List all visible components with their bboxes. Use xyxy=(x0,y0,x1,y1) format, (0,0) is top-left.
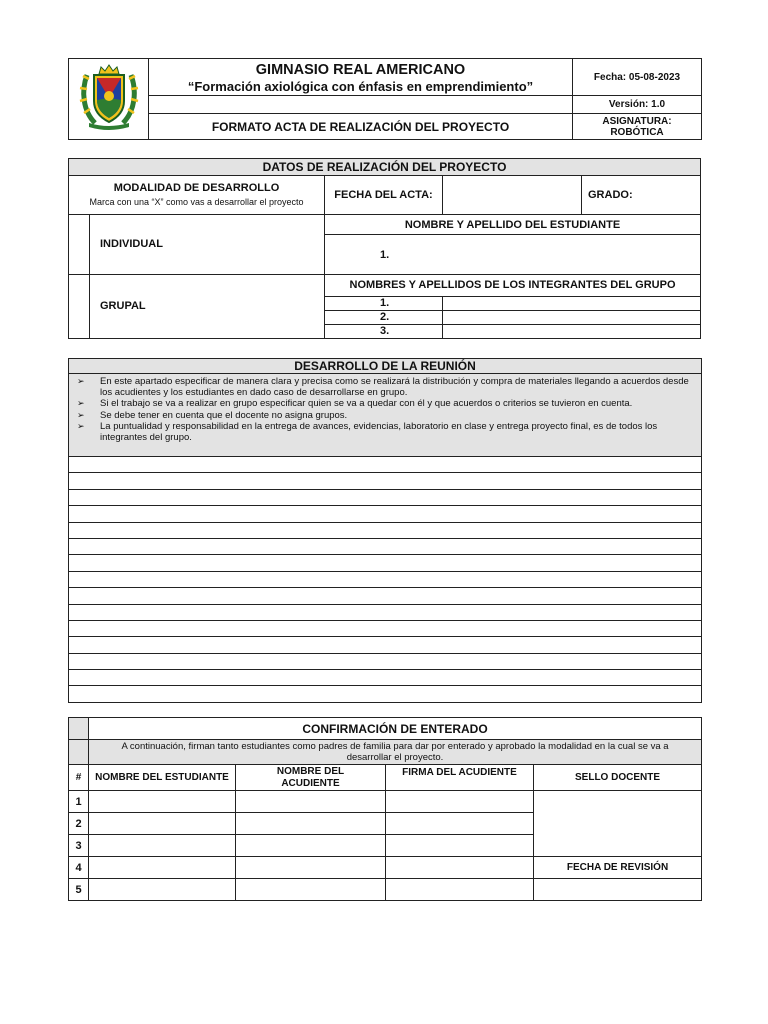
grupal-row-number: 1. xyxy=(325,296,443,310)
writing-line[interactable] xyxy=(69,571,702,587)
estudiante-input[interactable] xyxy=(89,857,236,879)
firma-input[interactable] xyxy=(386,835,534,857)
school-crest-icon xyxy=(79,63,139,131)
writing-line[interactable] xyxy=(69,473,702,489)
school-logo-cell xyxy=(69,59,149,140)
firma-input[interactable] xyxy=(386,857,534,879)
confirmacion-title: CONFIRMACIÓN DE ENTERADO xyxy=(89,718,702,740)
writing-line[interactable] xyxy=(69,555,702,571)
desarrollo-instructions xyxy=(69,374,702,457)
modalidad-label: MODALIDAD DE DESARROLLO xyxy=(113,182,280,195)
firma-input[interactable] xyxy=(386,791,534,813)
instruction-item: ➢ Se debe tener en cuenta que el docente no asigna grupos. xyxy=(75,410,695,421)
school-name: GIMNASIO REAL AMERICANO xyxy=(255,62,466,78)
writing-line[interactable] xyxy=(69,538,702,554)
estudiante-input[interactable] xyxy=(89,813,236,835)
grupal-row-input[interactable] xyxy=(443,296,701,310)
writing-line[interactable] xyxy=(69,506,702,522)
school-name-cell xyxy=(149,59,573,96)
writing-line[interactable] xyxy=(69,620,702,636)
acudiente-input[interactable] xyxy=(236,835,386,857)
col-acudiente-header: NOMBRE DEL ACUDIENTE xyxy=(236,765,386,791)
corner-cell xyxy=(69,740,89,765)
asignatura-cell xyxy=(573,114,702,140)
firma-input[interactable] xyxy=(386,813,534,835)
desarrollo-table xyxy=(68,358,702,703)
writing-line[interactable] xyxy=(69,522,702,538)
fecha-acta-label: FECHA DEL ACTA: xyxy=(325,176,443,215)
modalidad-hint: Marca con una “X” como vas a desarrollar el proyecto xyxy=(89,197,304,208)
grado-label[interactable]: GRADO: xyxy=(582,176,701,215)
grupal-header: NOMBRES Y APELLIDOS DE LOS INTEGRANTES DEL GRUPO xyxy=(325,274,701,296)
grupal-row-number: 3. xyxy=(325,324,443,338)
asignatura-label: ASIGNATURA: xyxy=(602,115,672,127)
grupal-row-input[interactable] xyxy=(443,324,701,338)
row-number: 5 xyxy=(69,879,89,901)
confirmacion-table xyxy=(68,717,702,901)
writing-line[interactable] xyxy=(69,604,702,620)
datos-title: DATOS DE REALIZACIÓN DEL PROYECTO xyxy=(69,159,701,176)
individual-header: NOMBRE Y APELLIDO DEL ESTUDIANTE xyxy=(325,215,701,235)
grupal-row-number: 2. xyxy=(325,310,443,324)
individual-checkbox[interactable] xyxy=(69,215,90,274)
acudiente-input[interactable] xyxy=(236,879,386,901)
confirmacion-intro: A continuación, firman tanto estudiantes como padres de familia para dar por enterado y aprobado la modalidad en la cual se va a desarrollar el proyecto. xyxy=(89,740,702,765)
fecha-revision-label: FECHA DE REVISIÓN xyxy=(534,857,702,879)
col-firma-header: FIRMA DEL ACUDIENTE xyxy=(386,765,534,791)
writing-line[interactable] xyxy=(69,653,702,669)
writing-line[interactable] xyxy=(69,457,702,473)
col-estudiante-header: NOMBRE DEL ESTUDIANTE xyxy=(89,765,236,791)
individual-row-1[interactable]: 1. xyxy=(325,235,701,274)
col-sello-header: SELLO DOCENTE xyxy=(534,765,702,791)
fecha-acta-input[interactable] xyxy=(443,176,582,215)
fecha-revision-input[interactable] xyxy=(534,879,702,901)
corner-cell xyxy=(69,718,89,740)
writing-line[interactable] xyxy=(69,686,702,702)
sello-area[interactable] xyxy=(534,791,702,857)
estudiante-input[interactable] xyxy=(89,879,236,901)
row-number: 2 xyxy=(69,813,89,835)
acudiente-input[interactable] xyxy=(236,813,386,835)
desarrollo-title: DESARROLLO DE LA REUNIÓN xyxy=(69,359,702,374)
modalidad-cell xyxy=(69,176,325,215)
col-num-header: # xyxy=(69,765,89,791)
instruction-item: ➢ En este apartado especificar de manera clara y precisa como se realizará la distribución y compra de materiales llegando a acuerdos desde los acudientes y los estudiantes en dado caso de desarrollarse en grupo. xyxy=(75,376,695,398)
firma-input[interactable] xyxy=(386,879,534,901)
grupal-row-input[interactable] xyxy=(443,310,701,324)
datos-table xyxy=(68,158,701,339)
row-number: 4 xyxy=(69,857,89,879)
fecha-text: Fecha: 05-08-2023 xyxy=(573,59,702,96)
writing-line[interactable] xyxy=(69,637,702,653)
acudiente-input[interactable] xyxy=(236,857,386,879)
writing-line[interactable] xyxy=(69,489,702,505)
writing-line[interactable] xyxy=(69,588,702,604)
row-number: 3 xyxy=(69,835,89,857)
estudiante-input[interactable] xyxy=(89,835,236,857)
spacer-cell xyxy=(149,96,573,114)
grupal-checkbox[interactable] xyxy=(69,274,90,338)
row-number: 1 xyxy=(69,791,89,813)
asignatura-value: ROBÓTICA xyxy=(610,126,664,138)
header-table xyxy=(68,58,702,140)
writing-line[interactable] xyxy=(69,670,702,686)
estudiante-input[interactable] xyxy=(89,791,236,813)
version-text: Versión: 1.0 xyxy=(573,96,702,114)
grupal-label: GRUPAL xyxy=(90,274,325,338)
individual-label: INDIVIDUAL xyxy=(90,215,325,274)
instruction-item: ➢ La puntualidad y responsabilidad en la entrega de avances, evidencias, laboratorio en clase y entrega proyecto final, es de todos los integrantes del grupo. xyxy=(75,421,695,443)
instruction-item: ➢ Si el trabajo se va a realizar en grupo especificar quien se va a quedar con él y que acuerdos o criterios se tuvieron en cuenta. xyxy=(75,398,695,409)
school-motto: “Formación axiológica con énfasis en emprendimiento” xyxy=(187,79,534,94)
format-title: FORMATO ACTA DE REALIZACIÓN DEL PROYECTO xyxy=(149,114,573,140)
acudiente-input[interactable] xyxy=(236,791,386,813)
